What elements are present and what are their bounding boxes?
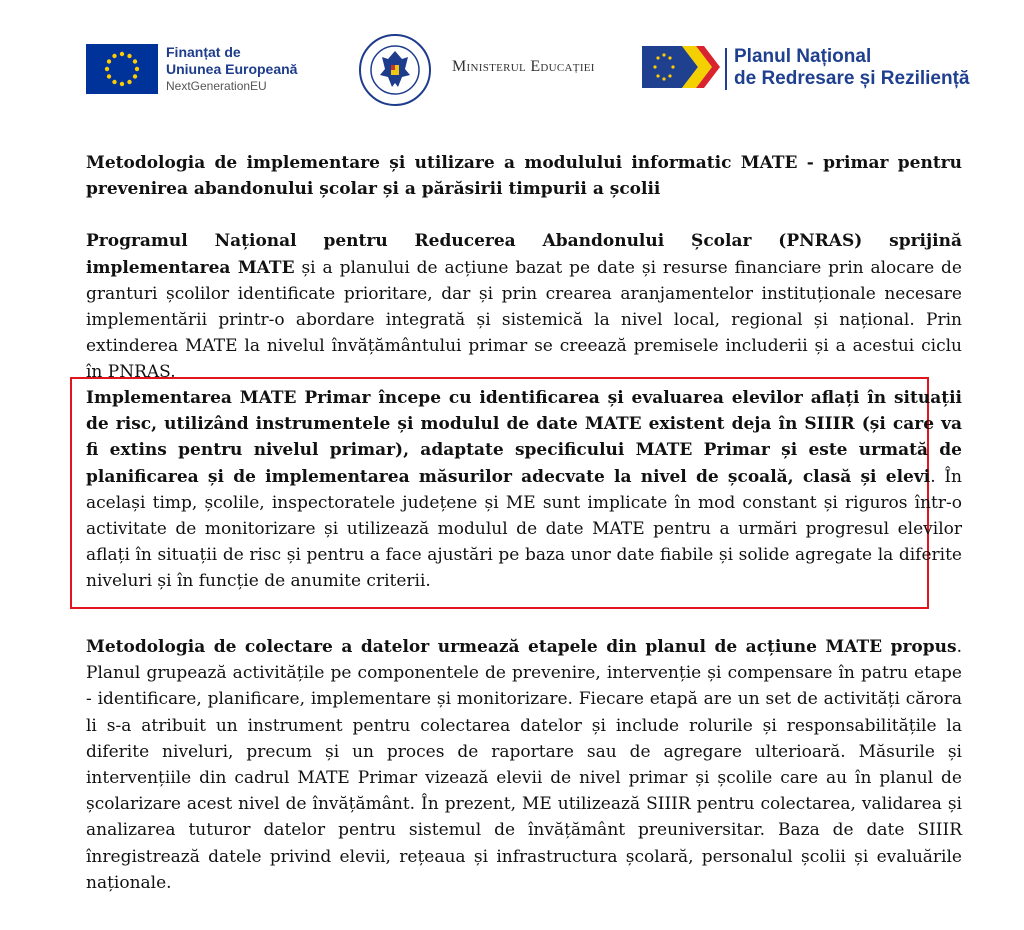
ministry-name: Ministerul Educației [452,58,595,75]
paragraph-pnras-lead: Programul Național pentru Reducerea Abandonului Școlar (PNRAS) sprijină implementarea MATE [86,231,962,278]
paragraph-pnras-body: și a planului de acțiune bazat pe date și resurse financiare prin alocare de granturi școlilor identificate prioritare, dar și prin crearea aranjamentelor instituționale necesare implementării printr-o abordare integrată și sistemică la nivel local, regional și național. Prin extinderea MATE la nivelul învățământului primar se creează premisele includerii și a acestui ciclu în PNRAS. [86,257,962,383]
pnrr-line1: Planul Național [734,46,872,67]
paragraph-methodology-lead: Metodologia de colectare a datelor urmează etapele din planul de acțiune MATE propus [86,637,957,657]
header-logos [0,0,1024,125]
paragraph-mate-primar [86,385,962,595]
document-body [86,150,962,386]
paragraph-mate-primar-body: . În același timp, școlile, inspectoratele județene și ME sunt implicate în mod constant și riguros într-o activitate de monitorizare și utilizează modulul de date MATE pentru a urmări progresul elevilor aflați în situații de risc și pentru a face ajustări pe baza unor date fiabile și solide agregate la diferite niveluri și în funcție de anumite criterii. [86,466,963,592]
romanian-government-seal-icon [358,33,432,107]
eu-funding-line3: NextGenerationEU [166,79,267,93]
pnrr-logo [642,42,970,96]
eu-funding-line2: Uniunea Europeană [166,61,298,77]
paragraph-methodology [86,634,962,896]
document-title: Metodologia de implementare și utilizare a modulului informatic MATE - primar pentru prevenirea abandonului școlar și a părăsirii timpurii a școlii [86,153,962,200]
paragraph-methodology-body: . Planul grupează activitățile pe componentele de prevenire, intervenție și compensare în patru etape - identificare, planificare, implementare și monitorizare. Fiecare etapă are un set de activități cărora li s-a atribuit un instrument pentru colectarea datelor și include rolurile și responsabilitățile la diferite niveluri, precum și un proces de raportare sau de agregare ulterioară. Măsurile și intervențiile din cadrul MATE Primar vizează elevii de nivel primar și școlile care au în planul de școlarizare acest nivel de învățământ. În prezent, ME utilizează SIIIR pentru colectarea, validarea și analizarea tuturor datelor pentru sistemul de învățământ preuniversitar. Baza de date SIIIR înregistrează datele privind elevii, rețeaua și infrastructura școlară, personalul școlii și evaluările naționale. [86,637,962,893]
paragraph-pnras [86,228,962,385]
eu-funding-line1: Finanțat de [166,44,241,60]
pnrr-flag-icon [642,42,722,92]
eu-funding-logo [86,44,297,95]
paragraph-mate-primar-lead: Implementarea MATE Primar începe cu identificarea și evaluarea elevilor aflați în situații de risc, utilizând instrumentele și modulul de date MATE existent deja în SIIIR (și care va fi extins pentru nivelul primar), adaptate specificului MATE Primar și este urmată de planificarea și de implementarea măsurilor adecvate la nivel de școală, clasă și elevi [86,388,962,487]
pnrr-line2: de Redresare și Reziliență [734,68,970,89]
eu-flag-icon [86,44,158,94]
